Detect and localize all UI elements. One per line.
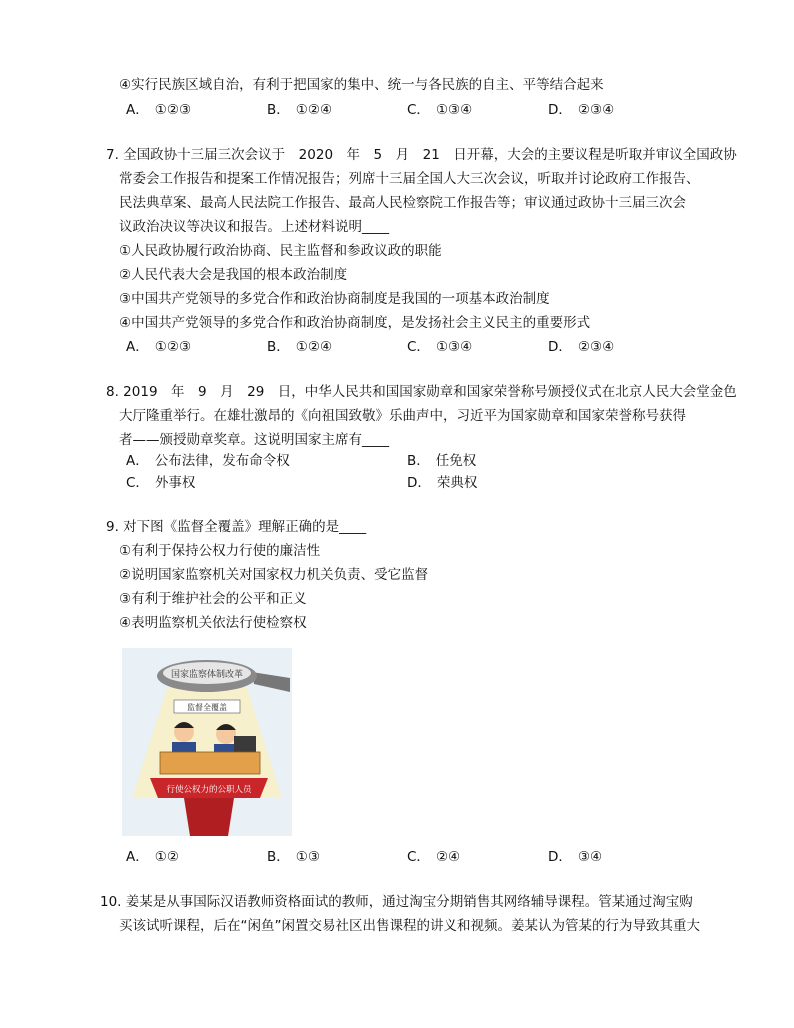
q7-option-c[interactable]	[407, 336, 472, 358]
option-letter: B．	[407, 453, 430, 469]
option-letter: D．	[407, 475, 431, 491]
option-letter: D．	[548, 102, 572, 118]
q7-option-a[interactable]	[126, 336, 191, 358]
option-letter: C．	[407, 849, 430, 865]
q9-item-4: ④表明监察机关依法行使检察权	[119, 615, 307, 631]
q9-option-a[interactable]	[126, 846, 179, 868]
q9-stem: 9. 对下图《监督全覆盖》理解正确的是____	[106, 519, 367, 535]
option-letter: D．	[548, 849, 572, 865]
q7-stem-line-1: 7. 全国政协十三届三次会议于 2020 年 5 月 21 日开幕，大会的主要议程是听取并审议全国政协	[106, 147, 737, 163]
q8-option-b[interactable]	[407, 450, 476, 472]
option-letter: A．	[126, 102, 149, 118]
q9-option-d[interactable]	[548, 846, 602, 868]
q8-option-a[interactable]	[126, 450, 290, 472]
q6-option-d[interactable]	[548, 99, 614, 121]
q7-item-4: ④中国共产党领导的多党合作和政治协商制度，是发扬社会主义民主的重要形式	[119, 315, 591, 331]
option-text: 荣典权	[436, 475, 478, 491]
q9-option-b[interactable]	[267, 846, 320, 868]
q7-item-1: ①人民政协履行政治协商、民主监督和参政议政的职能	[119, 243, 442, 259]
option-text: ①②	[154, 849, 179, 865]
q7-item-3: ③中国共产党领导的多党合作和政治协商制度是我国的一项基本政治制度	[119, 291, 550, 307]
option-letter: A．	[126, 849, 149, 865]
option-text: ①②④	[295, 102, 333, 118]
q8-option-c[interactable]	[126, 472, 195, 494]
option-letter: C．	[407, 339, 430, 355]
q7-stem-line-4: 议政治决议等决议和报告。上述材料说明____	[119, 219, 389, 235]
q6-option-b[interactable]	[267, 99, 332, 121]
option-letter: C．	[407, 102, 430, 118]
option-text: 外事权	[154, 475, 196, 491]
q9-option-c[interactable]	[407, 846, 460, 868]
sign-text: 监督全覆盖	[187, 703, 227, 712]
computer-monitor	[234, 736, 256, 752]
q6-option-c[interactable]	[407, 99, 472, 121]
q6-item-4: ④实行民族区域自治，有利于把国家的集中、统一与各民族的自主、平等结合起来	[119, 77, 604, 93]
q7-stem-line-2: 常委会工作报告和提案工作情况报告；列席十三届全国人大三次会议，听取并讨论政府工作报告、	[119, 171, 700, 187]
q9-item-3: ③有利于维护社会的公平和正义	[119, 591, 307, 607]
q8-stem-line-2: 大厅隆重举行。在雄壮激昂的《向祖国致敬》乐曲声中，习近平为国家勋章和国家荣誉称号获得	[119, 408, 686, 424]
q7-option-b[interactable]	[267, 336, 332, 358]
banner-text: 行使公权力的公职人员	[166, 785, 252, 795]
q10-stem-line-2: 买该试听课程，后在“闲鱼”闲置交易社区出售课程的讲义和视频。姜某认为管某的行为导致其重大	[119, 918, 700, 934]
option-text: ①③④	[435, 102, 473, 118]
option-text: 公布法律，发布命令权	[154, 453, 290, 469]
option-text: ②③④	[577, 339, 615, 355]
option-letter: A．	[126, 453, 149, 469]
option-text: ①②③	[154, 339, 192, 355]
q7-stem-line-3: 民法典草案、最高人民法院工作报告、最高人民检察院工作报告等；审议通过政协十三届三次会	[119, 195, 686, 211]
option-text: ②④	[435, 849, 461, 865]
option-letter: B．	[267, 849, 290, 865]
supervision-cartoon	[122, 648, 292, 836]
option-text: ③④	[577, 849, 603, 865]
q6-option-a[interactable]	[126, 99, 191, 121]
q9-item-1: ①有利于保持公权力行使的廉洁性	[119, 543, 321, 559]
office-desk	[160, 752, 260, 774]
q7-option-d[interactable]	[548, 336, 614, 358]
q9-item-2: ②说明国家监察机关对国家权力机关负责、受它监督	[119, 567, 429, 583]
q7-item-2: ②人民代表大会是我国的根本政治制度	[119, 267, 348, 283]
option-letter: D．	[548, 339, 572, 355]
q8-option-d[interactable]	[407, 472, 477, 494]
q10-stem-line-1: 10. 姜某是从事国际汉语教师资格面试的教师，通过淘宝分期销售其网络辅导课程。管某通过淘宝购	[100, 894, 693, 910]
option-letter: B．	[267, 339, 290, 355]
option-text: ①②④	[295, 339, 333, 355]
lamp-label: 国家监察体制改革	[170, 670, 244, 680]
option-text: ①③④	[435, 339, 473, 355]
option-letter: B．	[267, 102, 290, 118]
option-text: ②③④	[577, 102, 615, 118]
q8-stem-line-1: 8. 2019 年 9 月 29 日，中华人民共和国国家勋章和国家荣誉称号颁授仪式在北京人民大会堂金色	[106, 384, 737, 400]
option-letter: C．	[126, 475, 149, 491]
option-letter: A．	[126, 339, 149, 355]
q8-stem-line-3: 者——颁授勋章奖章。这说明国家主席有____	[119, 432, 389, 448]
option-text: 任免权	[435, 453, 477, 469]
option-text: ①③	[295, 849, 320, 865]
option-text: ①②③	[154, 102, 192, 118]
red-pillar	[184, 798, 234, 836]
